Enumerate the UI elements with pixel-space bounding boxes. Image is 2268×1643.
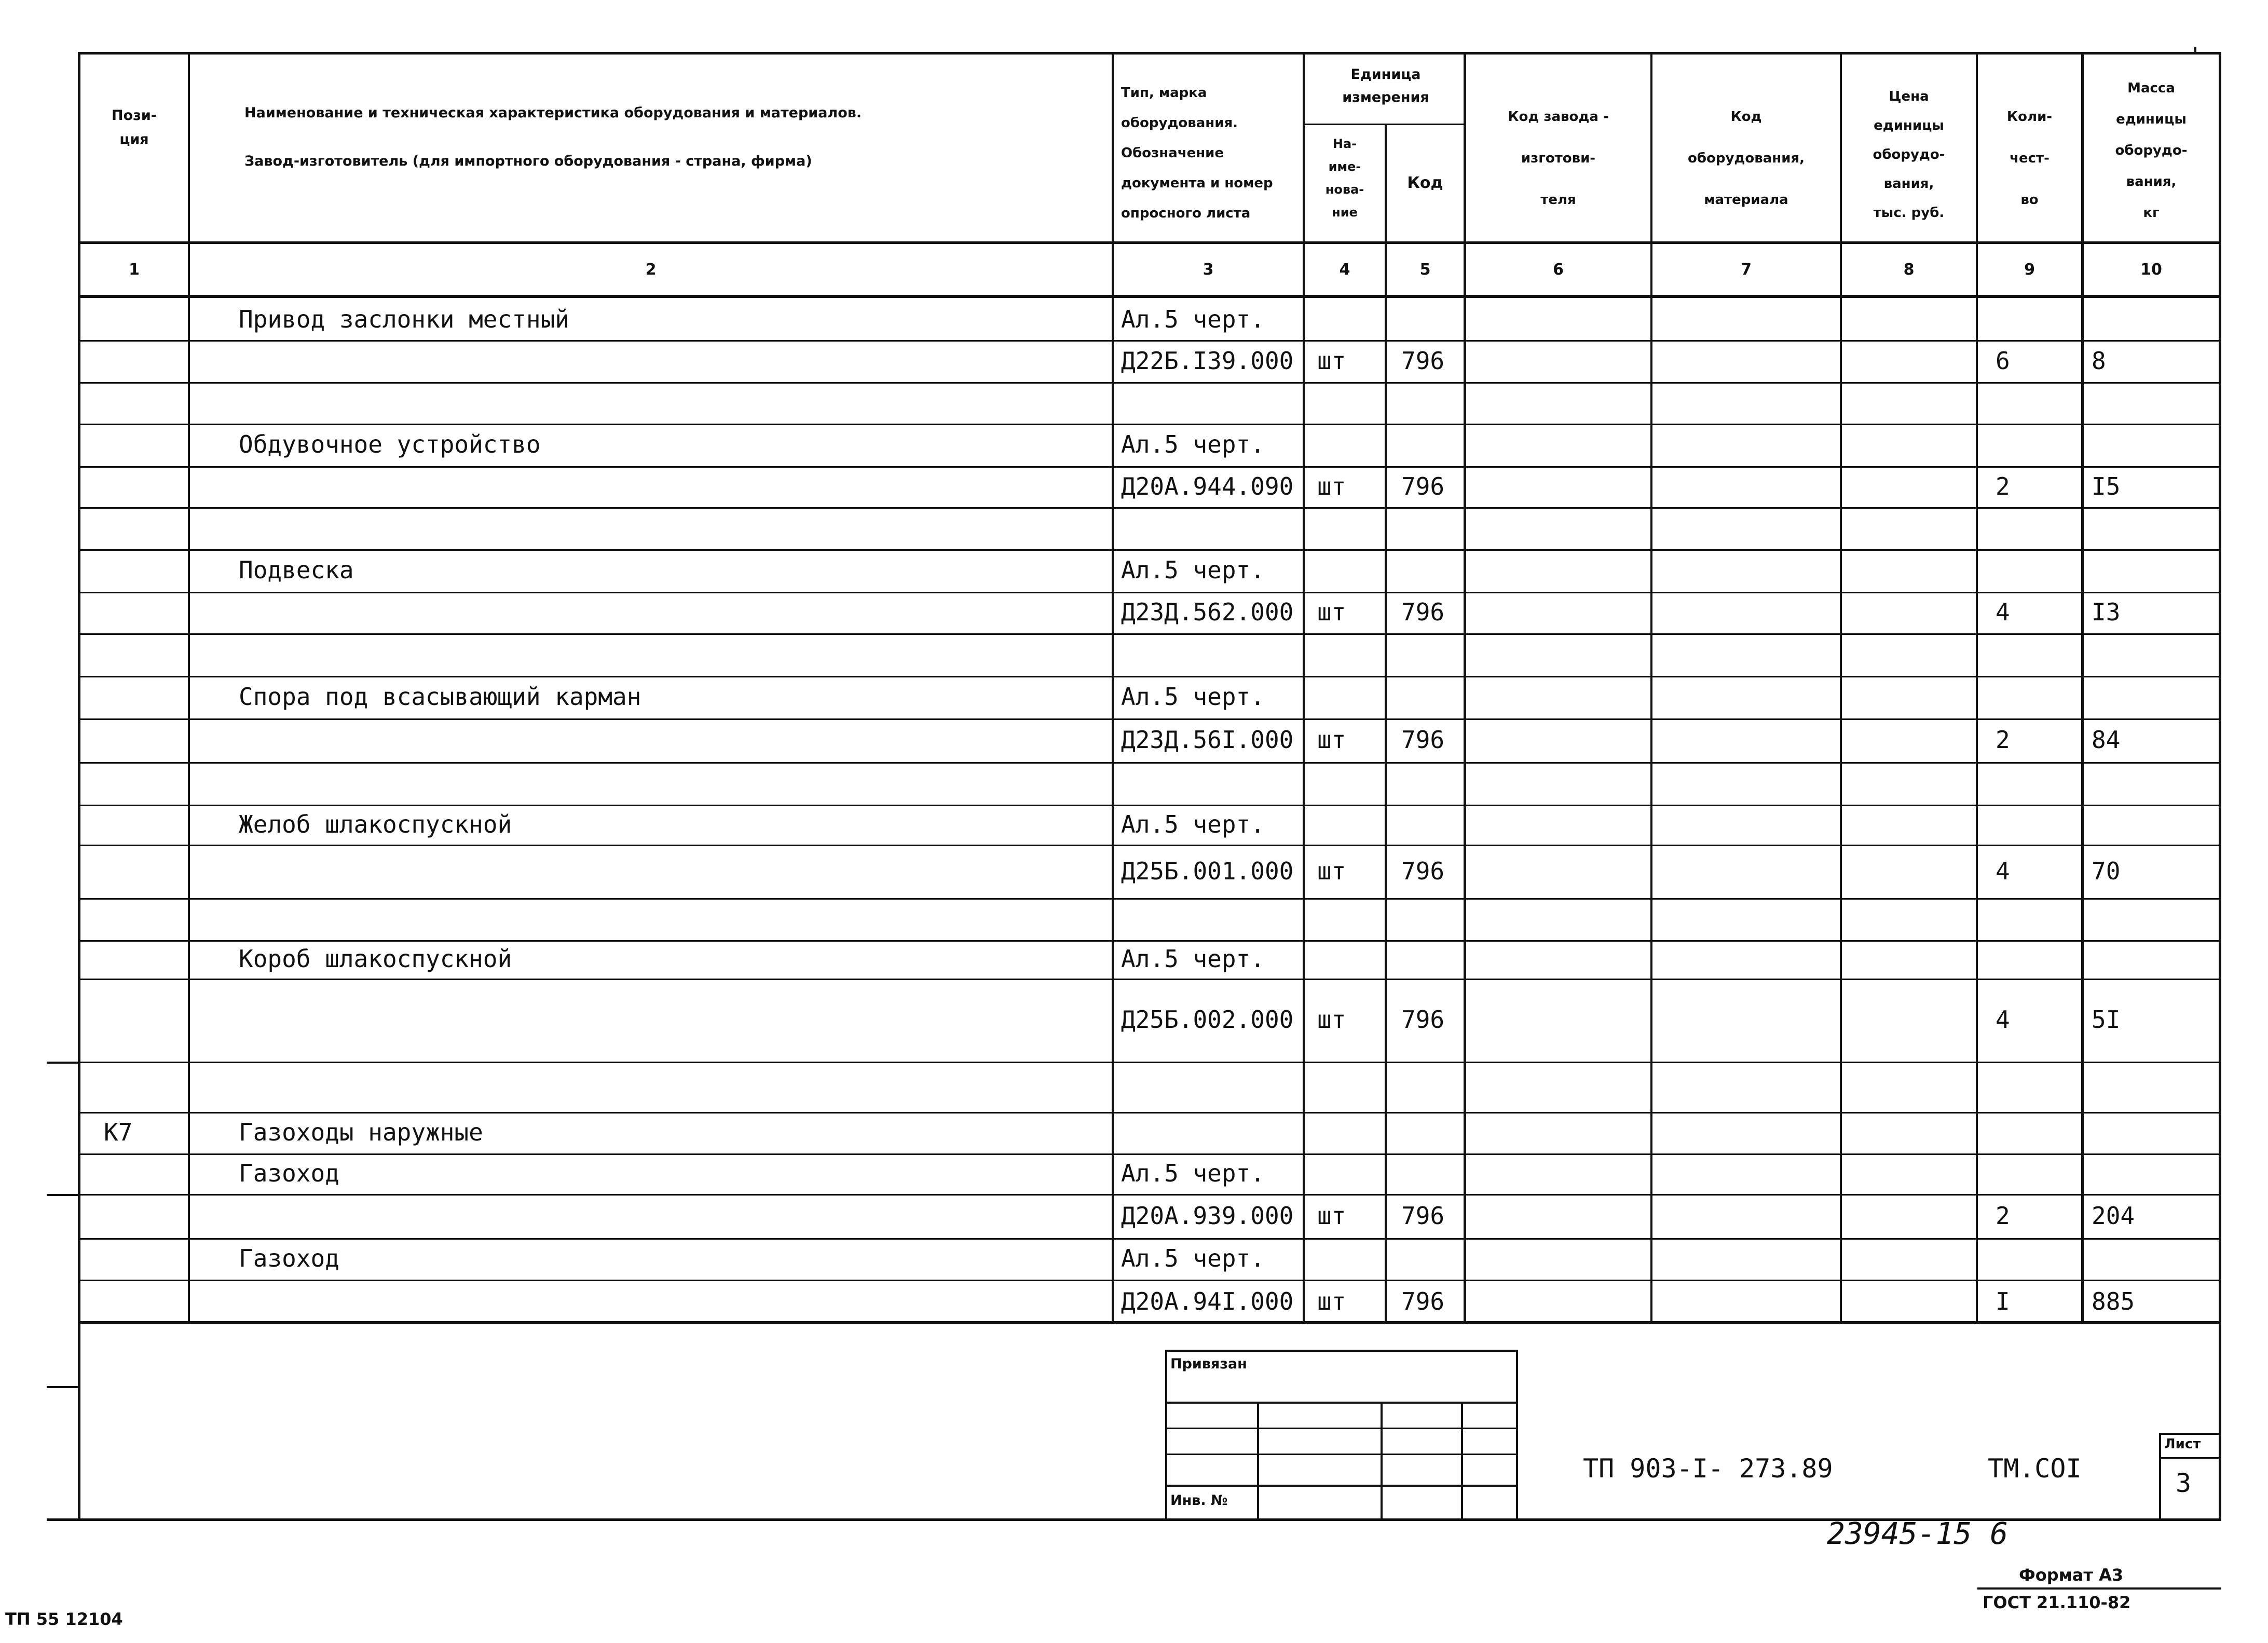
header-quantity: Коли- чест- во: [2006, 109, 2053, 208]
cell-doc: Ал.5 черт.: [1121, 683, 1265, 711]
cell-name: Газоход: [239, 1244, 339, 1272]
cell-pos: К7: [104, 1118, 133, 1146]
row-separator: [78, 424, 2221, 425]
colnum-3: 3: [1203, 261, 1214, 279]
margin-tick: [47, 1062, 80, 1064]
row-separator: [78, 1153, 2221, 1155]
colnum-5: 5: [1419, 261, 1431, 279]
cell-doc: Д23Д.56I.000: [1121, 726, 1294, 754]
stamp-code: ТМ.СОI: [1988, 1454, 2082, 1484]
margin-tick: [47, 1386, 80, 1388]
cell-doc: Д23Д.562.000: [1121, 598, 1294, 626]
colnum-9: 9: [2024, 261, 2035, 279]
cell-mass: 70: [2092, 857, 2121, 885]
cell-qty: 4: [1996, 1006, 2010, 1034]
header-factory-code: Код завода - изготови- теля: [1508, 109, 1609, 208]
header-equipment-code: Код оборудования, материала: [1687, 109, 1805, 208]
cell-code: 796: [1401, 472, 1445, 500]
cell-doc: Ал.5 черт.: [1121, 556, 1265, 584]
cell-qty: 2: [1996, 1201, 2010, 1230]
gost-label: ГОСТ 21.110-82: [1983, 1593, 2131, 1612]
footer-rule: [1977, 1587, 2221, 1590]
cell-code: 796: [1401, 346, 1445, 375]
row-separator: [78, 466, 2221, 468]
cell-code: 796: [1401, 726, 1445, 754]
row-separator: [78, 1280, 2221, 1281]
row-separator: [78, 979, 2221, 980]
cell-mass: 5I: [2092, 1006, 2121, 1034]
cell-unit: шт: [1317, 598, 1346, 626]
handwritten-number: 23945-15 6: [1827, 1516, 2009, 1551]
cell-doc: Д20А.944.090: [1121, 472, 1294, 500]
stamp-sheet-label: Лист: [2164, 1436, 2201, 1452]
cell-mass: 204: [2092, 1201, 2135, 1230]
cell-name: Газоход: [239, 1159, 339, 1187]
header-unit-name: На- име- нова- ние: [1325, 137, 1364, 220]
header-unit-group: Единица измерения: [1342, 66, 1429, 105]
stamp-inv: Инв. №: [1170, 1492, 1228, 1509]
row-separator: [78, 940, 2221, 942]
header-mass: Масса единицы оборудо- вания, кг: [2115, 80, 2188, 221]
cell-unit: шт: [1317, 472, 1346, 500]
cell-doc: Ал.5 черт.: [1121, 1244, 1265, 1272]
cell-doc: Д22Б.I39.000: [1121, 346, 1294, 375]
cell-doc: Д25Б.001.000: [1121, 857, 1294, 885]
cell-unit: шт: [1317, 726, 1346, 754]
cell-code: 796: [1401, 1287, 1445, 1315]
cell-unit: шт: [1317, 1006, 1346, 1034]
cell-doc: Ал.5 черт.: [1121, 945, 1265, 973]
cell-name: Подвеска: [239, 556, 354, 584]
format-label: Формат А3: [2019, 1565, 2124, 1585]
cell-qty: 4: [1996, 857, 2010, 885]
cell-doc: Д25Б.002.000: [1121, 1006, 1294, 1034]
colnum-6: 6: [1553, 261, 1564, 279]
cell-mass: 8: [2092, 346, 2106, 375]
row-separator: [78, 898, 2221, 900]
cell-doc: Д20А.939.000: [1121, 1201, 1294, 1230]
cell-doc: Ал.5 черт.: [1121, 1159, 1265, 1187]
margin-tick: [47, 1194, 80, 1196]
colnum-2: 2: [645, 261, 657, 279]
cell-name: Привод заслонки местный: [239, 305, 569, 333]
cell-unit: шт: [1317, 1201, 1346, 1230]
cell-mass: I3: [2092, 598, 2121, 626]
header-unit-code: Код: [1407, 174, 1443, 192]
cell-name: Спора под всасывающий карман: [239, 683, 641, 711]
cell-code: 796: [1401, 1006, 1445, 1034]
cell-qty: 4: [1996, 598, 2010, 626]
header-type: Тип, марка оборудования. Обозначение документа и номер опросного листа: [1121, 85, 1273, 221]
colnum-10: 10: [2140, 261, 2162, 279]
row-separator: [78, 718, 2221, 720]
row-separator: [78, 1238, 2221, 1240]
cell-unit: шт: [1317, 857, 1346, 885]
header-price: Цена единицы оборудо- вания, тыс. руб.: [1873, 89, 1945, 221]
row-separator: [78, 340, 2221, 342]
row-separator: [78, 507, 2221, 509]
colnum-4: 4: [1339, 261, 1350, 279]
cell-name: Обдувочное устройство: [239, 430, 541, 458]
cell-code: 796: [1401, 857, 1445, 885]
cell-qty: I: [1996, 1287, 2010, 1315]
row-separator: [78, 1112, 2221, 1114]
tp-label: ТП 55 12104: [5, 1609, 123, 1629]
row-separator: [78, 805, 2221, 806]
cell-mass: 84: [2092, 726, 2121, 754]
row-separator: [78, 1062, 2221, 1063]
header-name-line2: Завод-изготовитель (для импортного оборудования - страна, фирма): [244, 153, 812, 169]
stamp-project: ТП 903-I- 273.89: [1583, 1454, 1833, 1484]
cell-name: Желоб шлакоспускной: [239, 810, 512, 838]
cell-unit: шт: [1317, 346, 1346, 375]
header-name-line1: Наименование и техническая характеристика оборудования и материалов.: [244, 105, 862, 121]
cell-name: Газоходы наружные: [239, 1118, 483, 1146]
row-separator: [78, 762, 2221, 764]
header-position: Пози- ция: [112, 107, 157, 147]
cell-name: Короб шлакоспускной: [239, 945, 512, 973]
cell-code: 796: [1401, 598, 1445, 626]
row-separator: [78, 676, 2221, 677]
cell-qty: 6: [1996, 346, 2010, 375]
colnum-7: 7: [1741, 261, 1752, 279]
cell-unit: шт: [1317, 1287, 1346, 1315]
row-separator: [78, 549, 2221, 551]
cell-code: 796: [1401, 1201, 1445, 1230]
stamp-sheet-number: 3: [2176, 1468, 2192, 1498]
cell-mass: I5: [2092, 472, 2121, 500]
colnum-1: 1: [129, 261, 140, 279]
row-separator: [78, 592, 2221, 593]
row-separator: [78, 633, 2221, 635]
row-separator: [78, 382, 2221, 384]
colnum-8: 8: [1903, 261, 1915, 279]
stamp-privyazan: Привязан: [1170, 1356, 1247, 1372]
row-separator: [78, 845, 2221, 846]
cell-doc: Д20А.94I.000: [1121, 1287, 1294, 1315]
cell-qty: 2: [1996, 726, 2010, 754]
cell-doc: Ал.5 черт.: [1121, 305, 1265, 333]
row-separator: [78, 1194, 2221, 1196]
cell-doc: Ал.5 черт.: [1121, 430, 1265, 458]
cell-mass: 885: [2092, 1287, 2135, 1315]
cell-qty: 2: [1996, 472, 2010, 500]
cell-doc: Ал.5 черт.: [1121, 810, 1265, 838]
